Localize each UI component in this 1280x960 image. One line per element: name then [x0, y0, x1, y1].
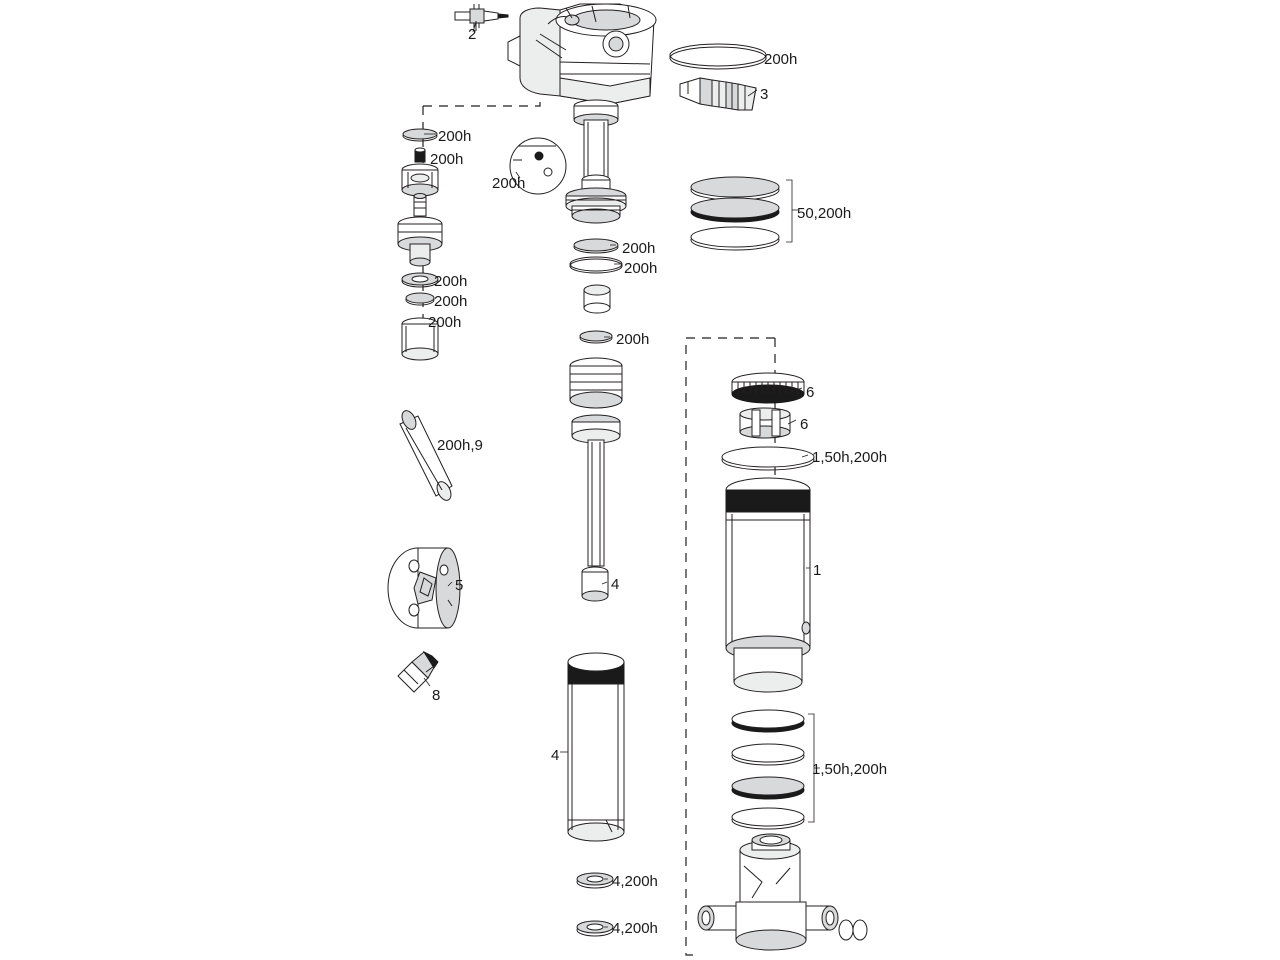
damper-shaft-assembly [566, 100, 626, 223]
label-dial: 200h [492, 175, 526, 192]
label-bottom-seal-1: 4,200h [612, 873, 658, 890]
part-bottom-seal-1 [577, 873, 613, 888]
part-4-air-can [568, 653, 624, 841]
label-part-9: 200h,9 [437, 437, 483, 454]
label-seal-upper: 1,50h,200h [812, 449, 888, 466]
part-1-air-can [726, 478, 810, 692]
part-bottom-seal-2 [577, 921, 613, 936]
label-left-4: 200h [434, 293, 468, 310]
label-part-2: 2 [468, 26, 477, 43]
label-mid-3: 200h [616, 331, 650, 348]
label-seal-kit-group: 50,200h [797, 205, 852, 222]
label-left-1: 200h [438, 128, 472, 145]
part-seal-kit-group [691, 177, 798, 250]
label-part-4-bushing: 4 [611, 576, 620, 593]
part-oring-upper-large [722, 447, 814, 470]
label-mid-1: 200h [622, 240, 656, 257]
label-part-6b: 6 [800, 416, 809, 433]
label-oring-top: 200h [764, 51, 798, 68]
part-6-threaded-ring [732, 373, 804, 403]
part-6-collar [740, 408, 790, 438]
label-left-5: 200h [428, 314, 462, 331]
part-bottom-eyelet [698, 834, 867, 950]
damper-head-assembly [508, 4, 656, 104]
label-part-6a: 6 [806, 384, 815, 401]
label-part-1: 1 [813, 562, 822, 579]
label-left-3: 200h [434, 273, 468, 290]
label-part-8: 8 [432, 687, 441, 704]
part-oring-top [670, 44, 766, 69]
label-bottom-seal-2: 4,200h [612, 920, 658, 937]
label-mid-2: 200h [624, 260, 658, 277]
part-2-valve [455, 4, 508, 31]
part-4-bushing [582, 567, 608, 601]
label-seal-lower: 1,50h,200h [812, 761, 888, 778]
part-3-hardware [680, 78, 756, 110]
part-spacer-mid [584, 285, 610, 313]
label-part-5: 5 [455, 577, 464, 594]
part-piston-body [570, 358, 622, 566]
part-5-endcap [388, 548, 460, 628]
label-part-4-air-can: 4 [551, 747, 560, 764]
label-left-2: 200h [430, 151, 464, 168]
part-9-cylinder [399, 408, 454, 502]
part-8-fitting [398, 652, 438, 692]
part-oring-mid-2 [570, 257, 622, 273]
label-part-3: 3 [760, 86, 769, 103]
part-oring-mid-1 [574, 239, 618, 253]
part-seal-group-lower [732, 710, 820, 829]
